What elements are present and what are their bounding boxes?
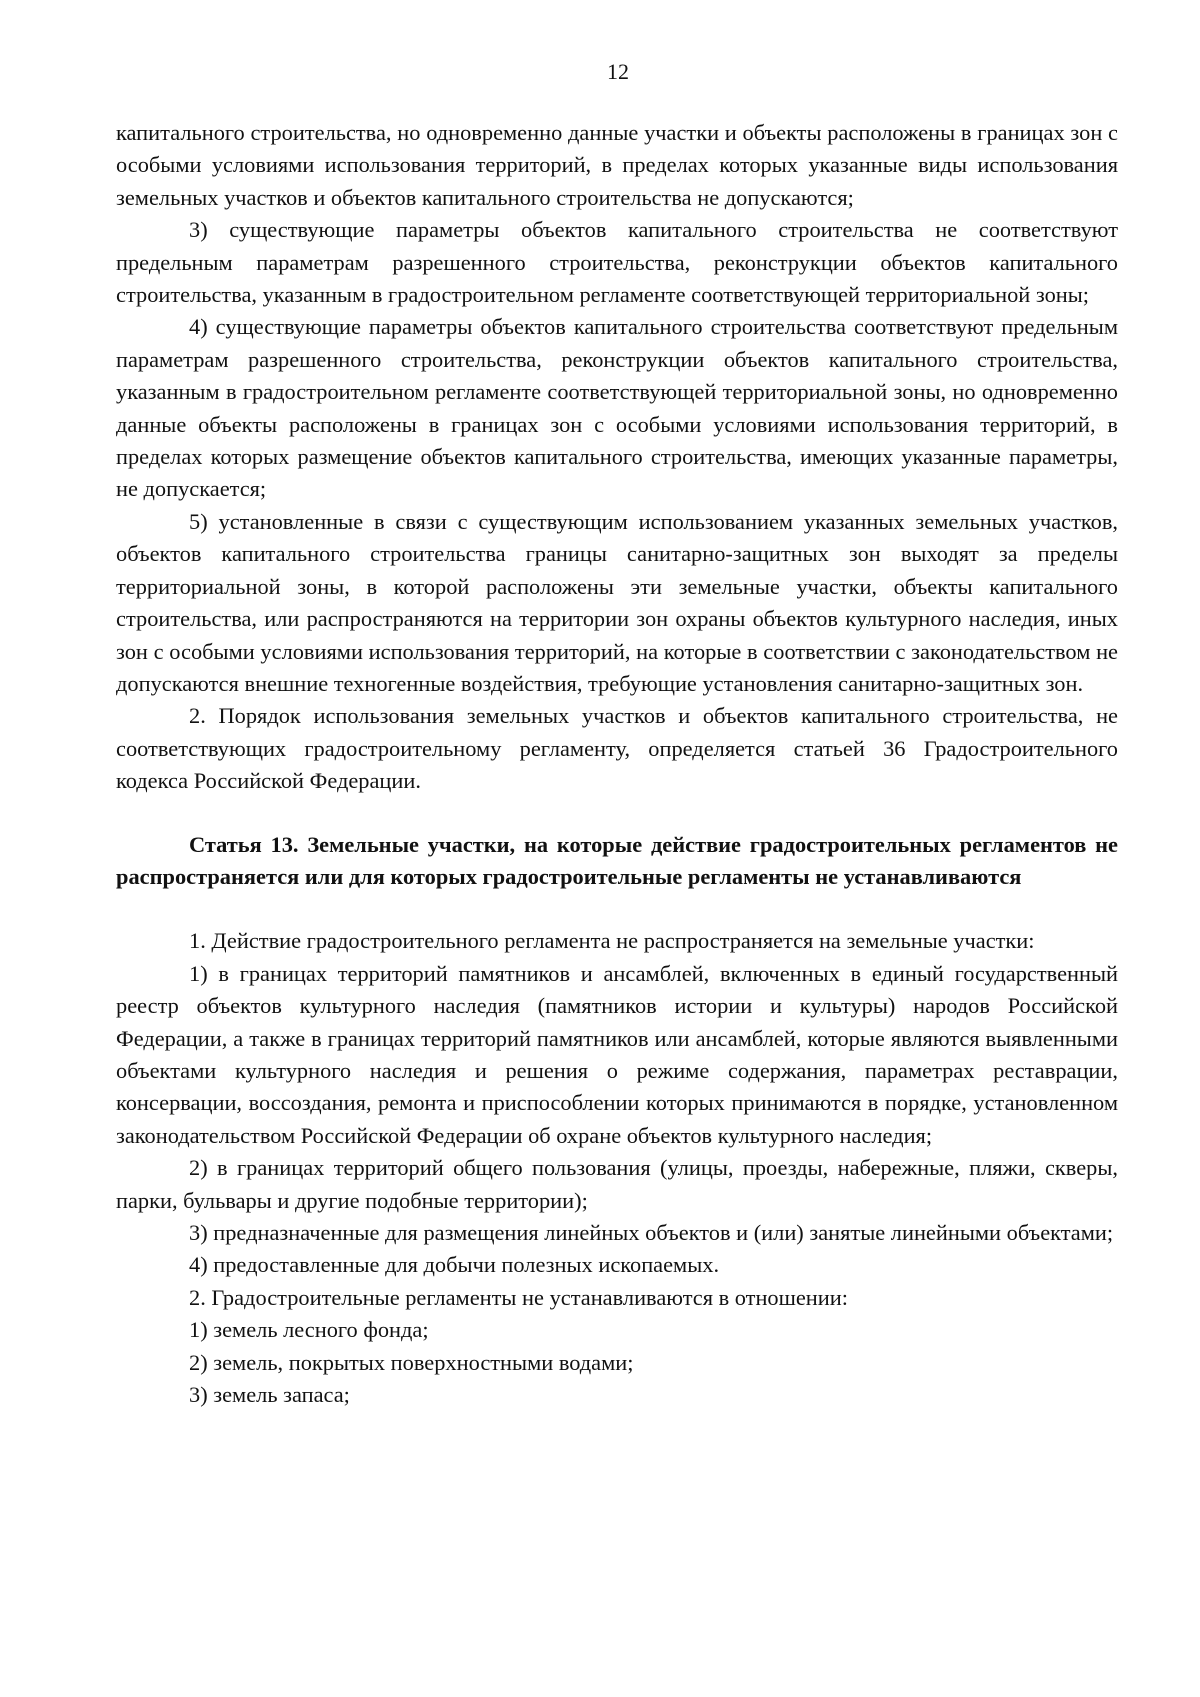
page-number: 12 (607, 59, 629, 84)
article-13-heading: Статья 13. Земельные участки, на которые действие градостроительных регламентов не распространяется или для которых градостроительные регламенты не устанавливаются (116, 831, 1118, 889)
paragraph-item-3: 3) существующие параметры объектов капитального строительства не соответствуют предельным параметрам разрешенного строительства, реконструкции объектов капитального строительства, указанным в градостроительном регламенте соответствующей территориальной зоны; (116, 217, 1118, 308)
paragraph-continuation: капитального строительства, но одновременно данные участки и объекты расположены в границах зон с особыми условиями использования территорий, в пределах которых указанные виды использования земельных участков и объектов капитального строительства не допускаются; (116, 120, 1118, 210)
article-13-clause-2-item-1: 1) земель лесного фонда; (189, 1317, 429, 1343)
article-13-item-3: 3) предназначенные для размещения линейных объектов и (или) занятые линейными объектами; (189, 1220, 1114, 1245)
paragraph-item-4: 4) существующие параметры объектов капитального строительства соответствуют предельным параметрам разрешенного строительства, реконструкции объектов капитального строительства, указанным в градостроительном регламенте соответствующей территориальной зоны, но одновременно данные объекты расположены в границах зон с особыми условиями использования территорий, в пределах которых размещение объектов капитального строительства, имеющих указанные параметры, не допускается; (116, 314, 1118, 502)
article-13-clause-2-item-2: 2) земель, покрытых поверхностными водами; (189, 1349, 634, 1375)
article-13-item-4: 4) предоставленные для добычи полезных ископаемых. (189, 1252, 720, 1278)
paragraph-clause-2: 2. Порядок использования земельных участков и объектов капитального строительства, не соответствующих градостроительному регламенту, определяется статьей 36 Градостроительного кодекса Российской Федерации. (116, 703, 1118, 794)
article-13-item-2: 2) в границах территорий общего пользования (улицы, проезды, набережные, пляжи, скверы, парки, бульвары и другие подобные территории); (116, 1155, 1118, 1213)
article-13-clause-2-item-3: 3) земель запаса; (189, 1382, 350, 1408)
article-13-item-1: 1) в границах территорий памятников и ансамблей, включенных в единый государственный реестр объектов культурного наследия (памятников истории и культуры) народов Российской Федерации, а также в границах территорий памятников или ансамблей, которые являются выявленными объектами культурного наследия и решения о режиме содержания, параметрах реставрации, консервации, воссоздания, ремонта и приспособлении которых принимаются в порядке, установленном законодательством Российской Федерации об охране объектов культурного наследия; (116, 960, 1118, 1148)
article-13-clause-2: 2. Градостроительные регламенты не устанавливаются в отношении: (189, 1284, 848, 1310)
document-body (116, 117, 1118, 1411)
paragraph-item-5: 5) установленные в связи с существующим использованием указанных земельных участков, объектов капитального строительства границы санитарно-защитных зон выходят за пределы территориальной зоны, в которой расположены эти земельные участки, объекты капитального строительства, или распространяются на территории зон охраны объектов культурного наследия, иных зон с особыми условиями использования территорий, на которые в соответствии с законодательством не допускаются внешние техногенные воздействия, требующие установления санитарно-защитных зон. (116, 508, 1118, 696)
article-13-clause-1: 1. Действие градостроительного регламента не распространяется на земельные участки: (189, 928, 1035, 954)
